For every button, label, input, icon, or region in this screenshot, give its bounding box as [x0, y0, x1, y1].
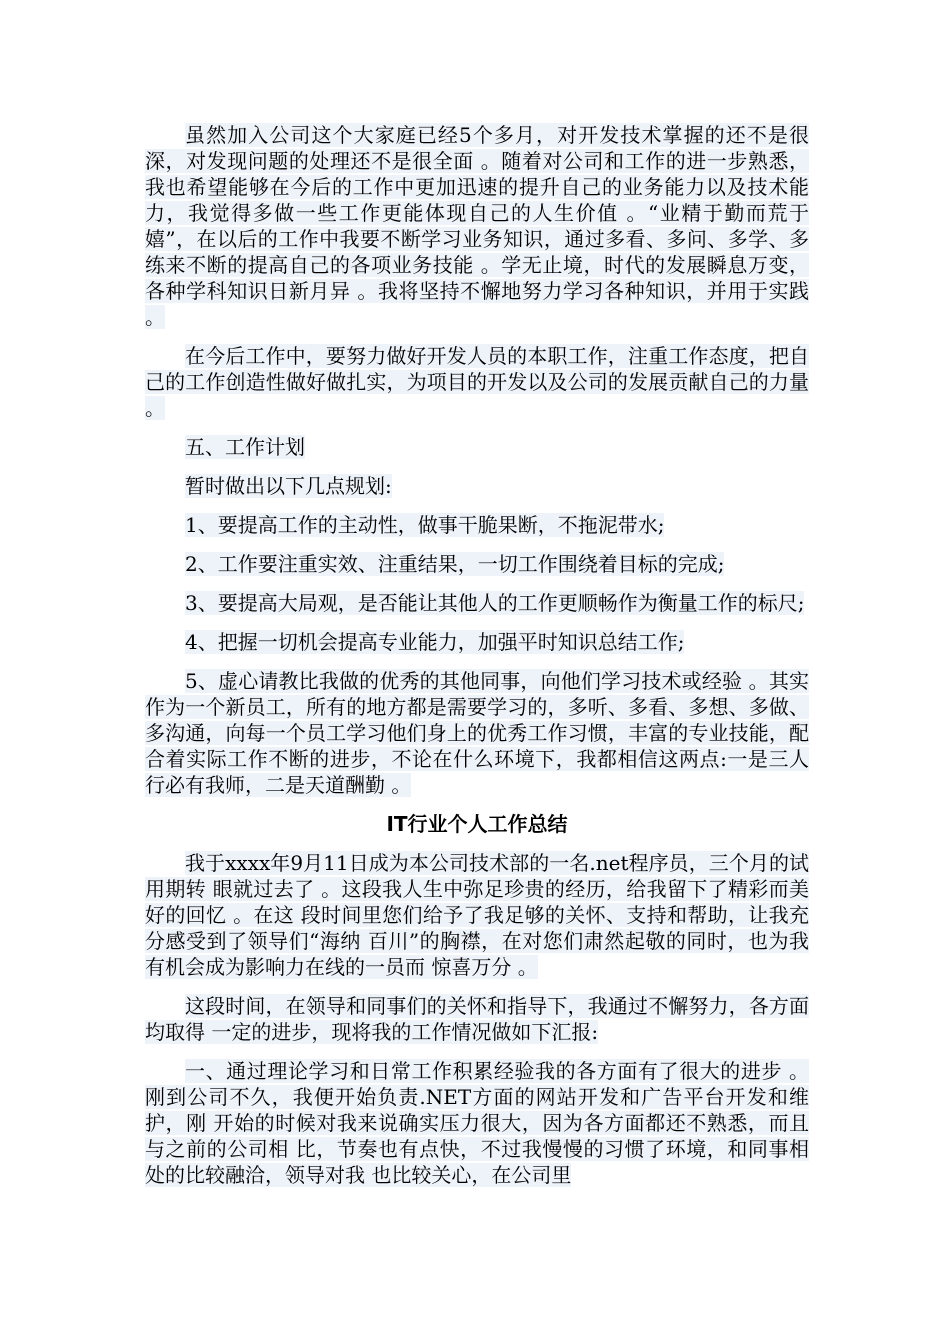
plan-item: 2、工作要注重实效、注重结果，一切工作围绕着目标的完成;	[185, 552, 725, 576]
body-paragraph: 一、通过理论学习和日常工作积累经验我的各方面有了很大的进步 。 刚到公司不久，我便开始负责.NET方面的网站开发和广告平台开发和维护，刚 开始的时候对我来说确实压力很大，因为各方面都还不熟悉，而且与之前的公司相 比，节奏也有点快，不过我慢慢的习惯了环境，和同事相处的比较融洽，领导对我 也比较关心，在公司里	[145, 1059, 809, 1187]
plan-item: 1、要提高工作的主动性，做事干脆果断，不拖泥带水;	[185, 513, 665, 537]
plan-item: 5、虚心请教比我做的优秀的其他同事，向他们学习技术或经验 。其实作为一个新员工，所有的地方都是需要学习的，多听、多看、多想、多做、多沟通，向每一个员工学习他们身上的优秀工作习惯，丰富的专业技能，配合着实际工作不断的进步，不论在什么环境下，我都相信这两点:一是三人行必有我师，二是天道酬勤 。	[145, 669, 809, 797]
body-paragraph: 在今后工作中，要努力做好开发人员的本职工作，注重工作态度，把自己的工作创造性做好做扎实，为项目的开发以及公司的发展贡献自己的力量 。	[145, 344, 809, 420]
plan-item: 3、要提高大局观，是否能让其他人的工作更顺畅作为衡量工作的标尺;	[185, 591, 805, 615]
document-title: IT行业个人工作总结	[386, 812, 568, 836]
body-paragraph: 虽然加入公司这个大家庭已经5个多月，对开发技术掌握的还不是很深，对发现问题的处理还不是很全面 。随着对公司和工作的进一步熟悉，我也希望能够在今后的工作中更加迅速的提升自己的业务能力以及技术能力，我觉得多做一些工作更能体现自己的人生价值 。“业精于勤而荒于嬉”，在以后的工作中我要不断学习业务知识，通过多看、多问、多学、多练来不断的提高自己的各项业务技能 。学无止境，时代的发展瞬息万变，各种学科知识日新月异 。我将坚持不懈地努力学习各种知识，并用于实践 。	[145, 123, 809, 329]
body-paragraph: 暂时做出以下几点规划:	[185, 474, 392, 498]
section-heading: 五、工作计划	[185, 435, 305, 459]
body-paragraph: 这段时间，在领导和同事们的关怀和指导下，我通过不懈努力，各方面均取得 一定的进步，现将我的工作情况做如下汇报:	[145, 994, 809, 1044]
body-paragraph: 我于xxxx年9月11日成为本公司技术部的一名.net程序员，三个月的试用期转 眼就过去了 。这段我人生中弥足珍贵的经历，给我留下了精彩而美好的回忆 。在这 段时间里您们给予了我足够的关怀、支持和帮助，让我充分感受到了领导们“海纳 百川”的胸襟，在对您们肃然起敬的同时，也为我有机会成为影响力在线的一员而 惊喜万分 。	[145, 851, 809, 979]
plan-item: 4、把握一切机会提高专业能力，加强平时知识总结工作;	[185, 630, 685, 654]
document-page	[145, 122, 809, 1201]
